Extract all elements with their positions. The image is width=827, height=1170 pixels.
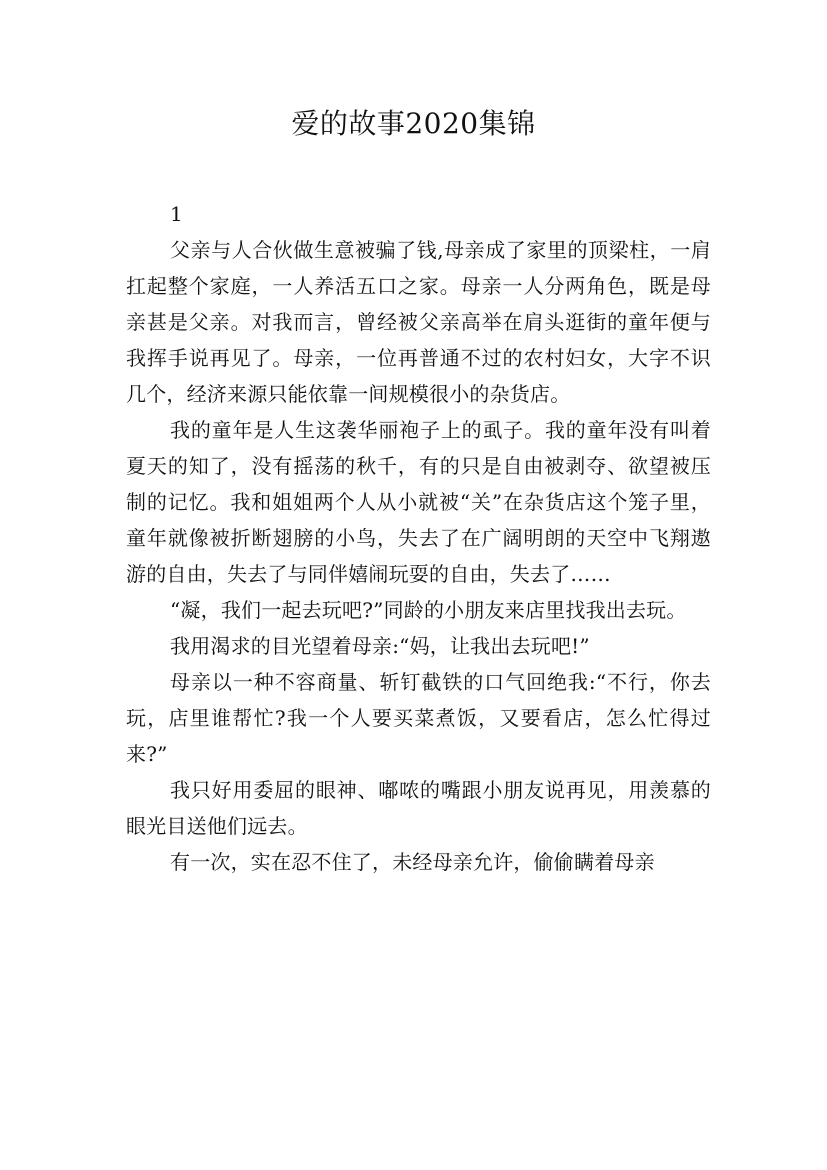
document-title: 爱的故事2020集锦 (291, 107, 536, 140)
paragraph-6: 我只好用委屈的眼神、嘟哝的嘴跟小朋友说再见，用羡慕的眼光目送他们远去。 (126, 778, 711, 838)
paragraph-2: 我的童年是人生这袭华丽袍子上的虱子。我的童年没有叫着夏天的知了，没有摇荡的秋千，有的只是自由被剥夺、欲望被压制的记忆。我和姐姐两个人从小就被“关”在杂货店这个笼子里，童年就像被折断翅膀的小鸟，失去了在广阔明朗的天空中飞翔遨游的自由，失去了与同伴嬉闹玩耍的自由，失去了…… (126, 418, 711, 586)
paragraph-5: 母亲以一种不容商量、斩钉截铁的口气回绝我:“不行，你去玩，店里谁帮忙?我一个人要买菜煮饭，又要看店，怎么忙得过来?” (126, 670, 711, 766)
paragraph-7: 有一次，实在忍不住了，未经母亲允许，偷偷瞒着母亲 (170, 850, 655, 874)
paragraph-1: 父亲与人合伙做生意被骗了钱,母亲成了家里的顶梁柱，一肩扛起整个家庭，一人养活五口之家。母亲一人分两角色，既是母亲甚是父亲。对我而言，曾经被父亲高举在肩头逛街的童年便与我挥手说再见了。母亲，一位再普通不过的农村妇女，大字不识几个，经济来源只能依靠一间规模很小的杂货店。 (126, 238, 711, 406)
paragraph-4: 我用渴求的目光望着母亲:“妈，让我出去玩吧!” (170, 634, 590, 658)
paragraph-3: “凝，我们一起去玩吧?”同龄的小朋友来店里找我出去玩。 (170, 598, 687, 622)
document-body (126, 196, 711, 880)
section-number: 1 (170, 202, 183, 226)
